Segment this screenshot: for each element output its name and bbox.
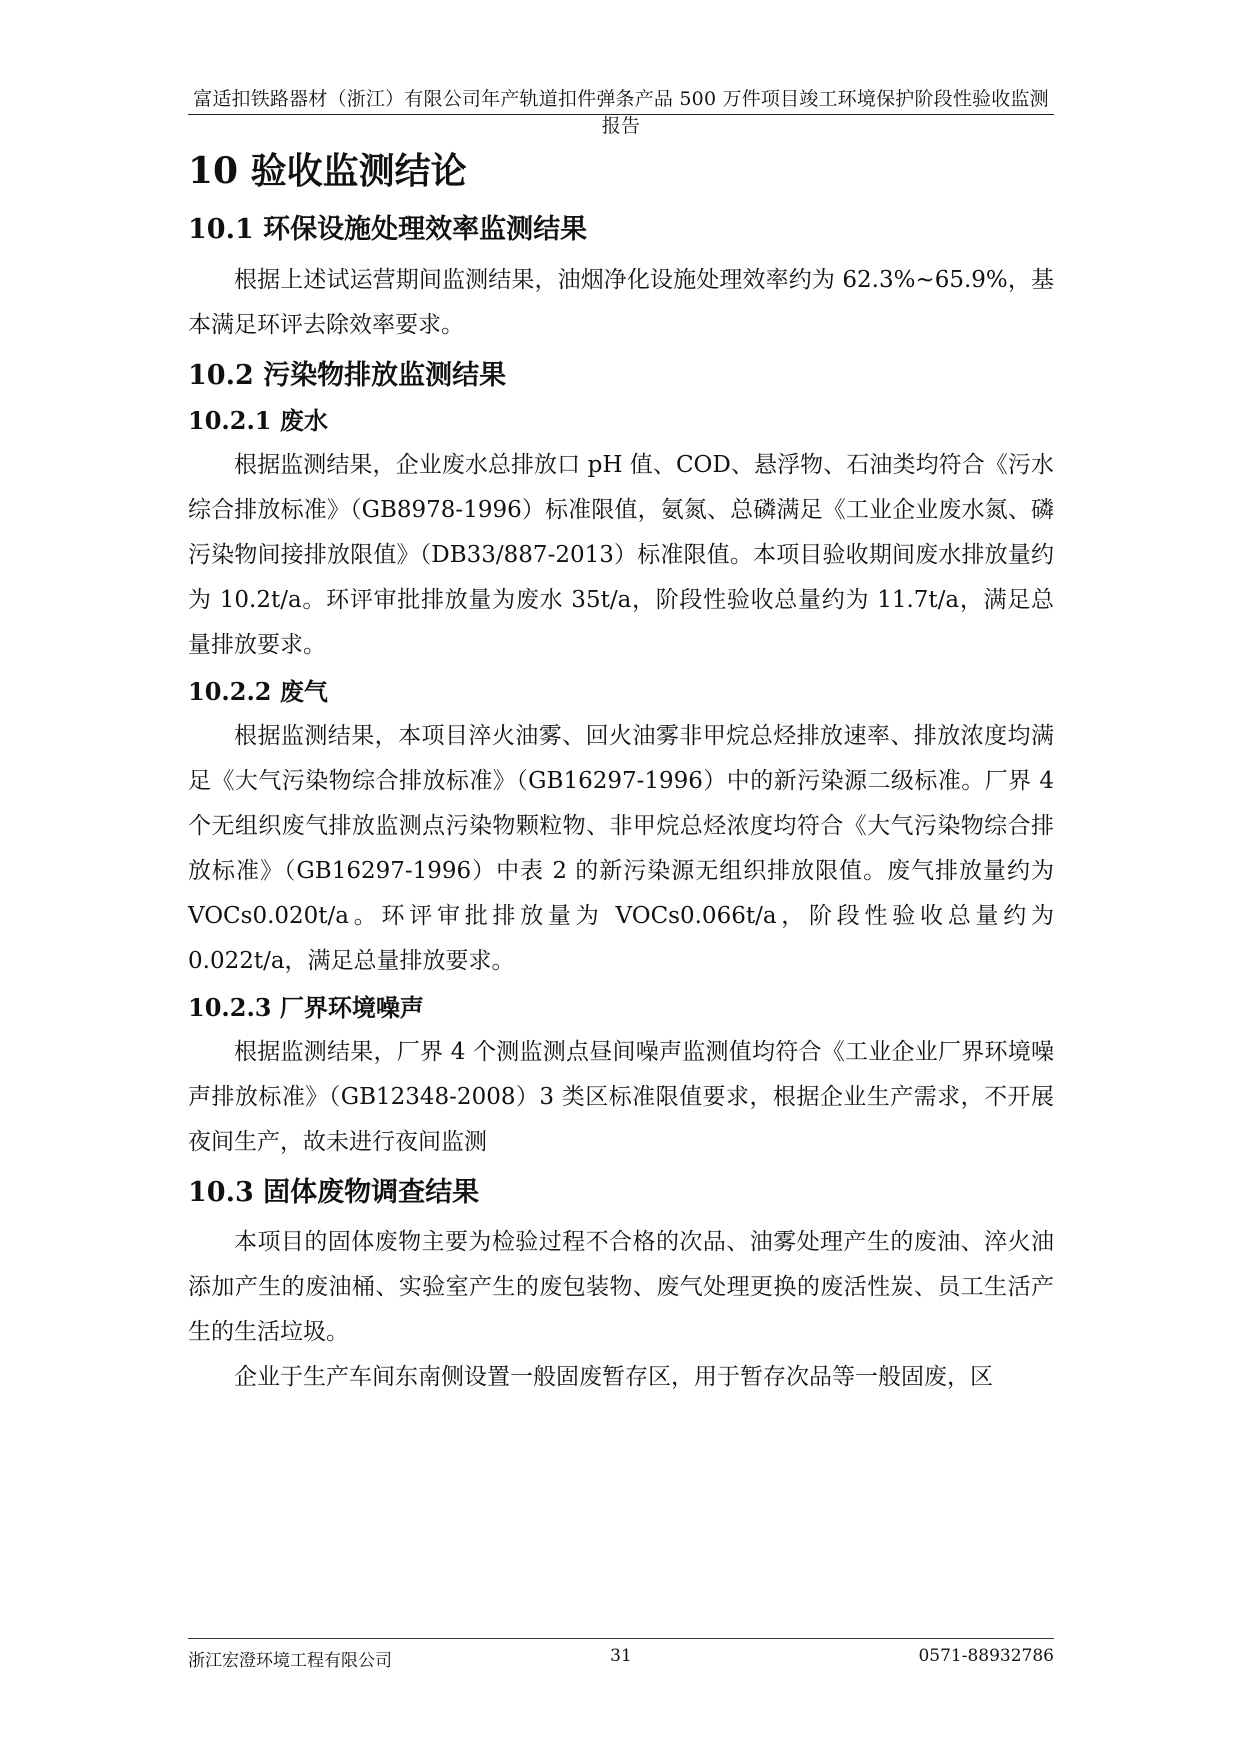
paragraph-10-3-a: 本项目的固体废物主要为检验过程不合格的次品、油雾处理产生的废油、淬火油添加产生的废油桶、实验室产生的废包装物、废气处理更换的废活性炭、员工生活产生的生活垃圾。 <box>188 1228 1054 1345</box>
paragraph-10-3-b: 企业于生产车间东南侧设置一般固废暂存区，用于暂存次品等一般固废，区 <box>234 1363 993 1390</box>
section-heading-10-1: 10.1 环保设施处理效率监测结果 <box>188 214 588 246</box>
paragraph-10-1: 根据上述试运营期间监测结果，油烟净化设施处理效率约为 62.3%~65.9%，基本满足环评去除效率要求。 <box>188 266 1054 338</box>
section-heading-10-3: 10.3 固体废物调查结果 <box>188 1176 480 1208</box>
paragraph-10-2-3: 根据监测结果，厂界 4 个测监测点昼间噪声监测值均符合《工业企业厂界环境噪声排放标准》（GB12348-2008）3 类区标准限值要求，根据企业生产需求，不开展夜间生产，故未进行夜间监测 <box>188 1038 1054 1155</box>
footer-divider <box>188 1638 1054 1639</box>
document-body <box>188 146 1054 1400</box>
header-divider <box>188 114 1054 115</box>
page-number: 31 <box>610 1646 632 1666</box>
subsection-heading-10-2-3: 10.2.3 厂界环境噪声 <box>188 992 424 1022</box>
page-header: 富适扣铁路器材（浙江）有限公司年产轨道扣件弹条产品 500 万件项目竣工环境保护阶段性验收监测报告 <box>193 88 1049 137</box>
chapter-heading: 10 验收监测结论 <box>188 150 467 192</box>
footer-company: 浙江宏澄环境工程有限公司 <box>188 1651 392 1671</box>
subsection-heading-10-2-2: 10.2.2 废气 <box>188 676 328 706</box>
paragraph-10-2-1: 根据监测结果，企业废水总排放口 pH 值、COD、悬浮物、石油类均符合《污水综合排放标准》（GB8978-1996）标准限值，氨氮、总磷满足《工业企业废水氮、磷污染物间接排放限值》（DB33/887-2013）标准限值。本项目验收期间废水排放量约为 10.2t/a。环评审批排放量为废水 35t/a，阶段性验收总量约为 11.7t/a，满足总量排放要求。 <box>188 451 1054 658</box>
section-heading-10-2: 10.2 污染物排放监测结果 <box>188 359 507 391</box>
footer-phone: 0571-88932786 <box>918 1646 1054 1666</box>
subsection-heading-10-2-1: 10.2.1 废水 <box>188 405 328 435</box>
paragraph-10-2-2: 根据监测结果，本项目淬火油雾、回火油雾非甲烷总烃排放速率、排放浓度均满足《大气污染物综合排放标准》（GB16297-1996）中的新污染源二级标准。厂界 4 个无组织废气排放监测点污染物颗粒物、非甲烷总烃浓度均符合《大气污染物综合排放标准》（GB16297-1996）中表 2 的新污染源无组织排放限值。废气排放量约为 VOCs0.020t/a。环评审批排放量为 VOCs0.066t/a，阶段性验收总量约为 0.022t/a，满足总量排放要求。 <box>188 722 1054 974</box>
